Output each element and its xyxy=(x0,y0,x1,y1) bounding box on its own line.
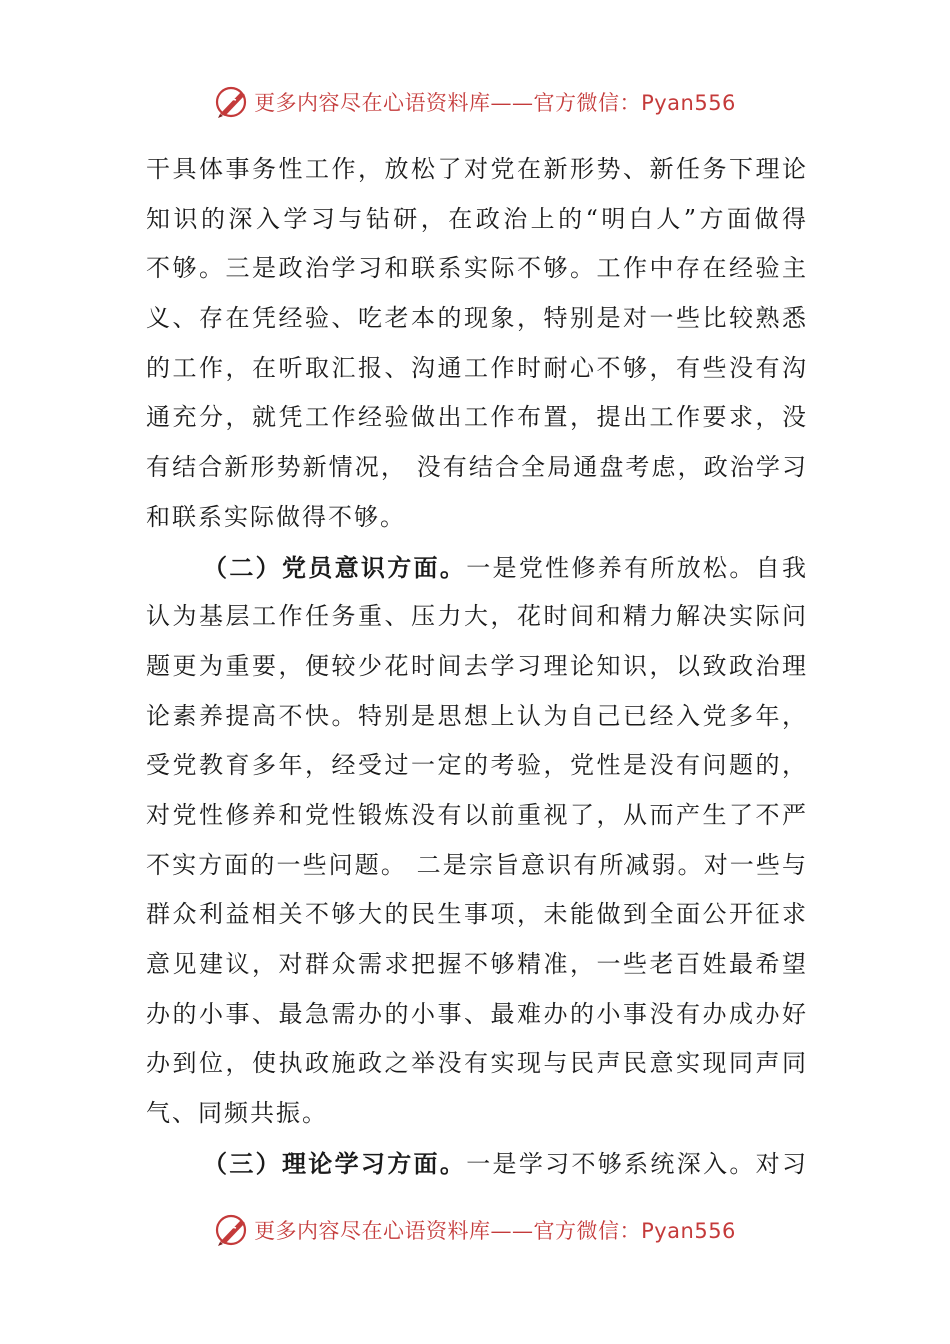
text-line: 气、同频共振。 xyxy=(146,1099,328,1128)
text-line: 通充分，就凭工作经验做出工作布置，提出工作要求，没 xyxy=(146,403,806,432)
text-line: 干具体事务性工作，放松了对党在新形势、新任务下理论 xyxy=(146,155,806,183)
banner-text: 更多内容尽在心语资料库——官方微信：Pyan556 xyxy=(254,91,736,115)
header-watermark-banner xyxy=(0,82,950,122)
text-line: 受党教育多年，经受过一定的考验，党性是没有问题的， xyxy=(146,751,806,780)
text-line: 义、存在凭经验、吃老本的现象，特别是对一些比较熟悉 xyxy=(146,304,806,333)
text-line: 群众利益相关不够大的民生事项，未能做到全面公开征求 xyxy=(146,900,806,929)
wechat-id: Pyan556 xyxy=(641,1219,736,1243)
text-line: （三）理论学习方面。一是学习不够系统深入。对习 xyxy=(203,1148,807,1178)
text-line: 办到位，使执政施政之举没有实现与民声民意实现同声同 xyxy=(146,1049,806,1078)
text-line: 不够。三是政治学习和联系实际不够。工作中存在经验主 xyxy=(146,254,806,283)
text-line: 办的小事、最急需办的小事、最难办的小事没有办成办好 xyxy=(146,999,806,1028)
footer-watermark-banner xyxy=(0,1210,950,1250)
banner-text: 更多内容尽在心语资料库——官方微信：Pyan556 xyxy=(254,1219,736,1243)
text-line: 题更为重要，便较少花时间去学习理论知识，以致政治理 xyxy=(146,651,806,680)
text-line: 认为基层工作任务重、压力大，花时间和精力解决实际问 xyxy=(146,602,806,631)
text-line: 论素养提高不快。特别是思想上认为自己已经入党多年， xyxy=(146,701,806,730)
text-line: 知识的深入学习与钻研，在政治上的“明白人”方面做得 xyxy=(146,204,806,233)
paragraph-1 xyxy=(146,145,806,543)
paragraph-2 xyxy=(146,543,806,1139)
text-line: 不实方面的一些问题。 二是宗旨意识有所减弱。对一些与 xyxy=(146,850,806,879)
section-heading: （二）党员意识方面。 xyxy=(203,552,467,582)
wechat-id: Pyan556 xyxy=(641,91,736,115)
section-heading: （三）理论学习方面。 xyxy=(203,1148,467,1178)
pen-logo-icon xyxy=(214,1212,250,1248)
text-line: 的工作，在听取汇报、沟通工作时耐心不够，有些没有沟 xyxy=(146,353,806,382)
pen-logo-icon xyxy=(214,84,250,120)
text-line: 和联系实际做得不够。 xyxy=(146,502,406,531)
paragraph-3 xyxy=(146,1139,806,1189)
text-line: 对党性修养和党性锻炼没有以前重视了，从而产生了不严 xyxy=(146,800,806,829)
text-line: 意见建议，对群众需求把握不够精准，一些老百姓最希望 xyxy=(146,950,806,978)
text-line: （二）党员意识方面。一是党性修养有所放松。自我 xyxy=(203,552,807,582)
document-body xyxy=(146,145,806,1188)
text-line: 有结合新形势新情况， 没有结合全局通盘考虑，政治学习 xyxy=(146,453,806,482)
